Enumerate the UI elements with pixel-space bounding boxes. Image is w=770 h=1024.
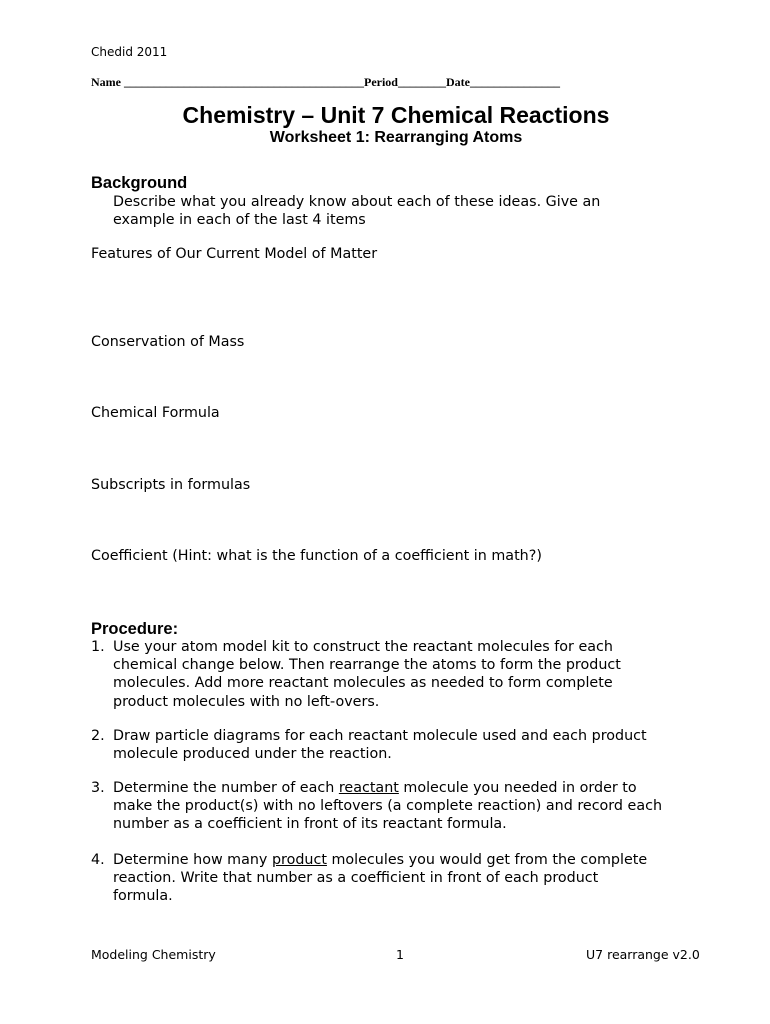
underlined-term: product (271, 852, 327, 868)
step-text: molecules you would get from the complete (326, 852, 648, 868)
step-text: molecule you needed in order to (398, 780, 637, 796)
step-line: Use your atom model kit to construct the reactant molecules for each (113, 639, 613, 655)
underlined-term: reactant (338, 780, 399, 796)
header-organization: Chedid 2011 (91, 45, 168, 59)
step-number: 2. (91, 728, 105, 744)
procedure-heading: Procedure: (91, 620, 179, 638)
step-text: Determine the number of each (113, 780, 339, 796)
step-line: make the product(s) with no leftovers (a complete reaction) and record each (113, 798, 663, 815)
topic-chemical-formula: Chemical Formula (91, 405, 220, 421)
step-line: molecules. Add more reactant molecules as needed to form complete (113, 675, 613, 692)
topic-model-of-matter: Features of Our Current Model of Matter (91, 246, 378, 262)
procedure-step-1 (91, 638, 711, 711)
footer-left: Modeling Chemistry (91, 947, 216, 962)
topic-conservation-of-mass: Conservation of Mass (91, 334, 245, 350)
step-line: number as a coefficient in front of its reactant formula. (113, 816, 507, 833)
footer-right: U7 rearrange v2.0 (586, 947, 700, 962)
step-line (113, 779, 711, 797)
step-number: 1. (91, 639, 105, 655)
footer-page-number: 1 (396, 947, 404, 962)
step-line: formula. (113, 888, 173, 905)
step-line: product molecules with no left-overs. (113, 693, 380, 710)
worksheet-title: Chemistry – Unit 7 Chemical Reactions (182, 102, 610, 128)
topic-coefficient: Coefficient (Hint: what is the function of a coefficient in math?) (91, 548, 542, 564)
background-instructions-line: example in each of the last 4 items (113, 212, 366, 228)
step-number: 4. (91, 852, 105, 868)
topic-subscripts: Subscripts in formulas (91, 477, 251, 493)
name-period-date-line: Name ________________________________________Period________Date_______________ (91, 75, 560, 89)
background-heading: Background (91, 174, 188, 192)
step-line: Draw particle diagrams for each reactant molecule used and each product (113, 728, 647, 744)
step-text: Determine how many (113, 852, 272, 868)
step-line (113, 851, 711, 869)
step-number: 3. (91, 780, 105, 796)
step-line: chemical change below. Then rearrange the atoms to form the product (113, 657, 621, 674)
step-line: reaction. Write that number as a coefficient in front of each product (113, 870, 599, 887)
step-line: molecule produced under the reaction. (113, 746, 392, 763)
background-instructions-line: Describe what you already know about each of these ideas. Give an (113, 194, 601, 210)
background-instructions (113, 193, 600, 229)
procedure-step-2 (91, 727, 711, 763)
procedure-step-3 (91, 779, 711, 834)
procedure-step-4 (91, 851, 711, 906)
worksheet-subtitle: Worksheet 1: Rearranging Atoms (269, 129, 523, 146)
